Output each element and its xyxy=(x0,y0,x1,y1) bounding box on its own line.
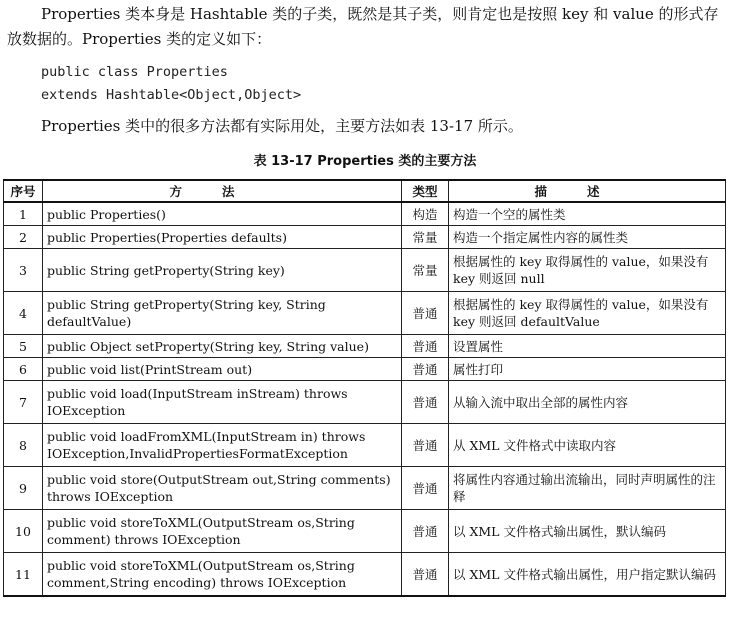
row-description: 从输入流中取出全部的属性内容 xyxy=(449,381,726,424)
header-no: 序号 xyxy=(4,180,43,202)
row-type: 常量 xyxy=(402,226,449,249)
row-number: 10 xyxy=(4,510,43,553)
intro-paragraph: Properties 类本身是 Hashtable 类的子类，既然是其子类，则肯定也是按照 key 和 value 的形式存放数据的。Properties 类的定义如下： xyxy=(7,5,719,48)
header-description: 描述 xyxy=(449,180,726,202)
table-row xyxy=(4,424,726,467)
row-method: public void loadFromXML(InputStream in) throws IOException,InvalidPropertiesFormatException xyxy=(43,424,402,467)
row-number: 9 xyxy=(4,467,43,510)
row-method: public String getProperty(String key) xyxy=(43,249,402,292)
row-type: 普通 xyxy=(402,424,449,467)
row-description: 构造一个指定属性内容的属性类 xyxy=(449,226,726,249)
row-number: 8 xyxy=(4,424,43,467)
row-description: 属性打印 xyxy=(449,358,726,381)
properties-methods-table xyxy=(3,179,726,597)
row-number: 11 xyxy=(4,553,43,597)
header-type: 类型 xyxy=(402,180,449,202)
code-line: extends Hashtable<Object,Object> xyxy=(41,87,302,103)
row-type: 普通 xyxy=(402,358,449,381)
table-caption: 表 13-17 Properties 类的主要方法 xyxy=(253,154,477,169)
row-description: 以 XML 文件格式输出属性，默认编码 xyxy=(449,510,726,553)
row-method: public Object setProperty(String key, String value) xyxy=(43,335,402,358)
row-number: 4 xyxy=(4,292,43,335)
row-type: 构造 xyxy=(402,202,449,226)
table-row xyxy=(4,249,726,292)
row-method: public void storeToXML(OutputStream os,String comment,String encoding) throws IOException xyxy=(43,553,402,597)
row-description: 构造一个空的属性类 xyxy=(449,202,726,226)
intro-paragraph: Properties 类中的很多方法都有实际用处，主要方法如表 13-17 所示。 xyxy=(41,117,523,135)
table-row xyxy=(4,381,726,424)
row-description: 以 XML 文件格式输出属性，用户指定默认编码 xyxy=(449,553,726,597)
row-number: 3 xyxy=(4,249,43,292)
row-type: 普通 xyxy=(402,553,449,597)
row-type: 普通 xyxy=(402,292,449,335)
row-method: public String getProperty(String key, String defaultValue) xyxy=(43,292,402,335)
row-description: 设置属性 xyxy=(449,335,726,358)
row-description: 根据属性的 key 取得属性的 value，如果没有 key 则返回 null xyxy=(449,249,726,292)
table-row xyxy=(4,510,726,553)
row-type: 普通 xyxy=(402,510,449,553)
table-row xyxy=(4,292,726,335)
row-number: 5 xyxy=(4,335,43,358)
table-row xyxy=(4,467,726,510)
row-method: public void store(OutputStream out,String comments) throws IOException xyxy=(43,467,402,510)
table-row xyxy=(4,358,726,381)
table-header-row xyxy=(4,180,726,202)
table-row xyxy=(4,553,726,597)
row-method: public Properties(Properties defaults) xyxy=(43,226,402,249)
row-description: 将属性内容通过输出流输出，同时声明属性的注释 xyxy=(449,467,726,510)
header-method: 方法 xyxy=(43,180,402,202)
table-row xyxy=(4,226,726,249)
row-method: public void list(PrintStream out) xyxy=(43,358,402,381)
code-line: public class Properties xyxy=(41,64,228,80)
table-row xyxy=(4,202,726,226)
row-description: 根据属性的 key 取得属性的 value，如果没有 key 则返回 defaultValue xyxy=(449,292,726,335)
row-number: 7 xyxy=(4,381,43,424)
row-type: 普通 xyxy=(402,467,449,510)
row-type: 常量 xyxy=(402,249,449,292)
row-number: 1 xyxy=(4,202,43,226)
row-number: 6 xyxy=(4,358,43,381)
row-number: 2 xyxy=(4,226,43,249)
row-type: 普通 xyxy=(402,381,449,424)
row-method: public void storeToXML(OutputStream os,String comment) throws IOException xyxy=(43,510,402,553)
row-method: public void load(InputStream inStream) throws IOException xyxy=(43,381,402,424)
row-method: public Properties() xyxy=(43,202,402,226)
table-row xyxy=(4,335,726,358)
row-type: 普通 xyxy=(402,335,449,358)
row-description: 从 XML 文件格式中读取内容 xyxy=(449,424,726,467)
